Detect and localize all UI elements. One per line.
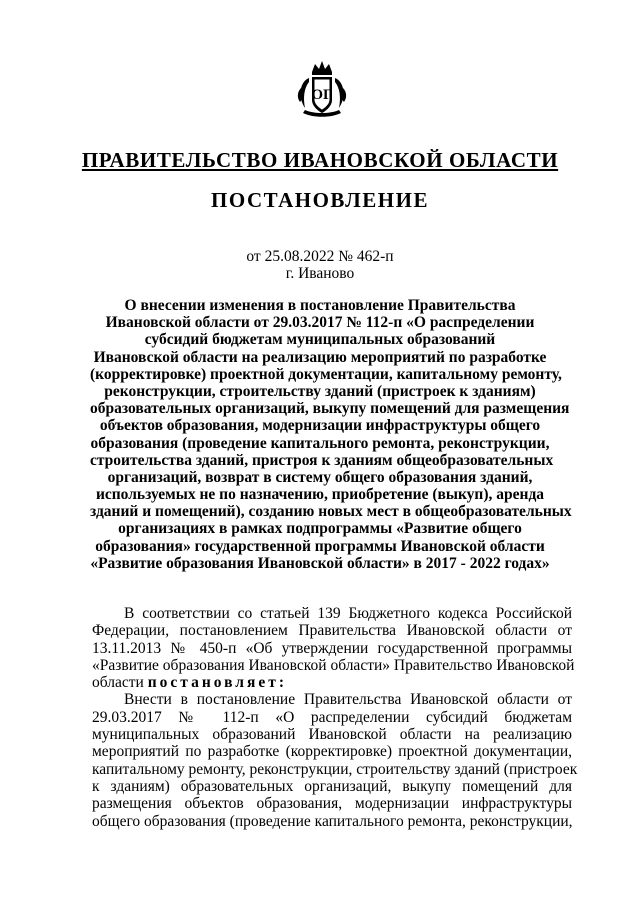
paragraph-line: муниципальных образований Ивановской области на реализацию (92, 726, 572, 744)
paragraph-line: общего образования (проведение капитального ремонта, реконструкции, (92, 812, 573, 830)
paragraph-line: капитальному ремонту, реконструкции, строительству зданий (пристроек (92, 760, 578, 778)
svg-text:ОГ: ОГ (311, 87, 333, 103)
paragraph-line-prefix: области (92, 674, 148, 692)
subject-line: Ивановской области на реализацию мероприятий по разработке (93, 348, 547, 366)
subject-line: образования» государственной программы Ивановской области (95, 537, 545, 555)
paragraph-line: размещения объектов образования, модернизации инфраструктуры (92, 795, 572, 813)
paragraph-line: В соответствии со статьей 139 Бюджетного кодекса Российской (124, 605, 572, 622)
subject-line: субсидий бюджетам муниципальных образований (144, 331, 496, 349)
subject-line: образовательных организаций, выкупу помещений для размещения (90, 400, 570, 418)
subject-line: «Развитие образования Ивановской области» в 2017 - 2022 годах» (90, 554, 550, 572)
subject-line: строительства зданий, пристроя к зданиям общеобразовательных (90, 451, 554, 469)
subject-line: зданий и помещений), созданию новых мест в общеобразовательных (90, 503, 572, 521)
resolution-subject (90, 297, 572, 572)
subject-line: Ивановской области от 29.03.2017 № 112-п «О распределении (105, 314, 535, 332)
paragraph-line-final (92, 674, 572, 691)
subject-line: используемых не по назначению, приобретение (выкуп), аренда (95, 486, 545, 504)
paragraph-line: Внести в постановление Правительства Ивановской области от (124, 691, 572, 709)
resolution-body (92, 605, 578, 830)
subject-line: объектов образования, модернизации инфраструктуры общего (99, 417, 541, 435)
paragraph-line: к зданиям) образовательных организаций, выкупу помещений для (92, 777, 572, 795)
paragraph-line: Федерации, постановлением Правительства Ивановской области от (92, 622, 572, 640)
document-type-heading: ПОСТАНОВЛЕНИЕ (211, 188, 429, 212)
subject-line: организаций, возврат в систему общего образования зданий, (107, 468, 533, 486)
paragraph-line: 13.11.2013 № 450-п «Об утверждении государственной программы (92, 639, 572, 657)
subject-line: О внесении изменения в постановление Правительства (124, 297, 516, 314)
subject-line: (корректировке) проектной документации, капитальному ремонту, (90, 365, 562, 383)
paragraph-line: мероприятий по разработке (корректировке) проектной документации, (92, 743, 572, 761)
government-title: ПРАВИТЕЛЬСТВО ИВАНОВСКОЙ ОБЛАСТИ (81, 148, 559, 172)
paragraph-line: «Развитие образования Ивановской области» Правительство Ивановской (92, 656, 575, 674)
resolves-keyword: постановляет: (147, 674, 288, 692)
subject-line: реконструкции, строительству зданий (пристроек к зданиям) (104, 382, 536, 400)
subject-line: организациях в рамках подпрограммы «Развитие общего (118, 520, 522, 538)
paragraph-line: 29.03.2017 № 112-п «О распределении субсидий бюджетам (92, 708, 572, 726)
subject-line: образования (проведение капитального ремонта, реконструкции, (90, 434, 550, 452)
coat-of-arms-emblem-icon (295, 58, 349, 120)
document-meta (0, 248, 640, 282)
city: г. Иваново (285, 265, 355, 282)
date-number: от 25.08.2022 № 462-п (246, 248, 394, 265)
